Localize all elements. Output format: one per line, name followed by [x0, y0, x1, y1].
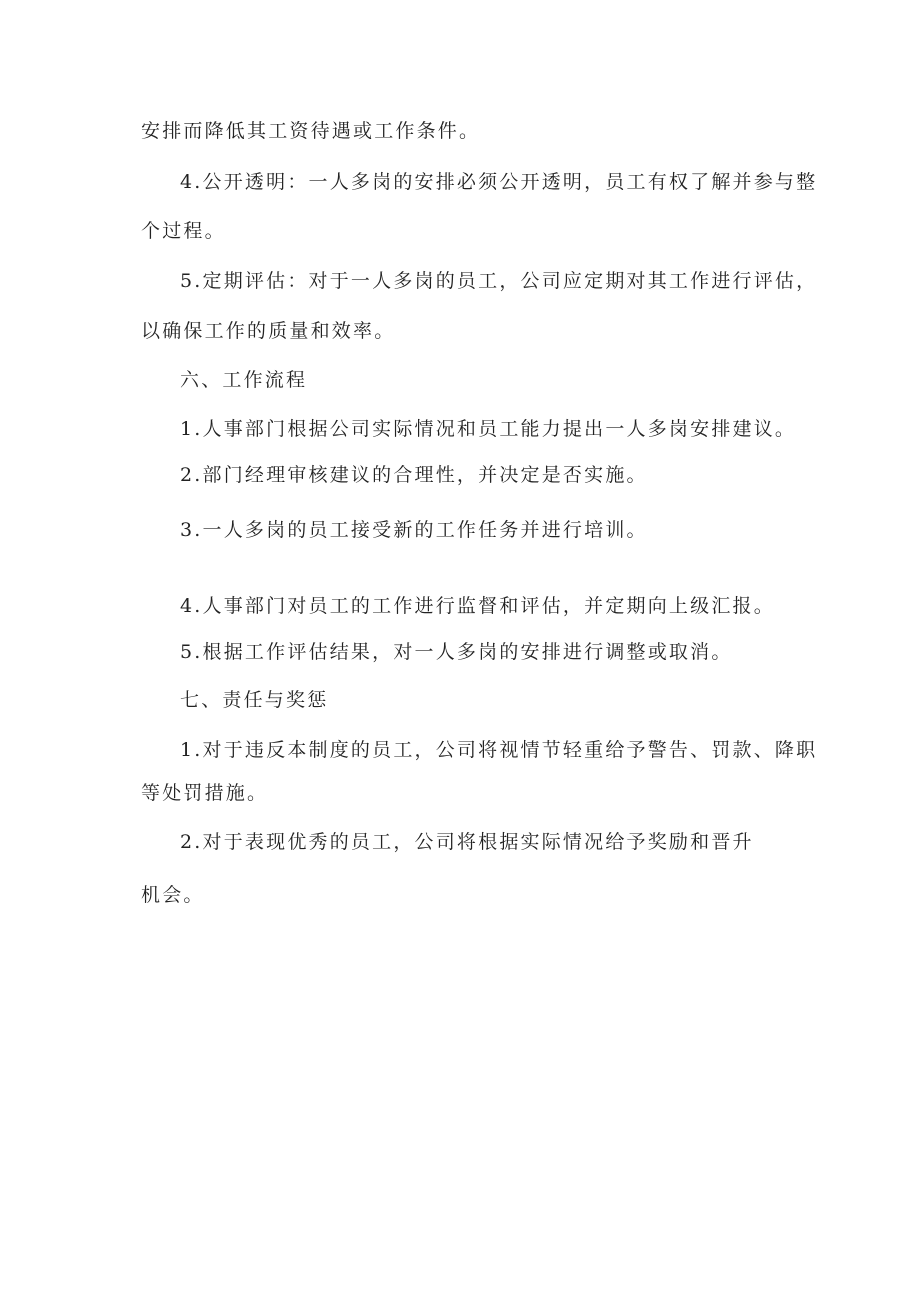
text-line-continuation: 机会。: [141, 884, 205, 906]
text-line-responsibility-1: 1.对于违反本制度的员工，公司将视情节轻重给予警告、罚款、降职: [180, 739, 818, 761]
text-line-workflow-2: 2.部门经理审核建议的合理性，并决定是否实施。: [180, 464, 648, 486]
text-line-continuation: 个过程。: [141, 220, 226, 242]
text-line-responsibility-2: 2.对于表现优秀的员工，公司将根据实际情况给予奖励和晋升: [180, 831, 754, 853]
text-line-continuation: 安排而降低其工资待遇或工作条件。: [141, 120, 481, 142]
text-line-workflow-5: 5.根据工作评估结果，对一人多岗的安排进行调整或取消。: [180, 641, 733, 663]
text-line-workflow-4: 4.人事部门对员工的工作进行监督和评估，并定期向上级汇报。: [180, 595, 775, 617]
text-line-item-5-evaluation: 5.定期评估：对于一人多岗的员工，公司应定期对其工作进行评估，: [180, 270, 818, 292]
section-heading-responsibility: 七、责任与奖惩: [180, 689, 329, 711]
section-heading-workflow: 六、工作流程: [180, 369, 308, 391]
text-line-continuation: 以确保工作的质量和效率。: [141, 320, 396, 342]
text-line-continuation: 等处罚措施。: [141, 782, 269, 804]
text-line-workflow-3: 3.一人多岗的员工接受新的工作任务并进行培训。: [180, 519, 648, 541]
text-line-workflow-1: 1.人事部门根据公司实际情况和员工能力提出一人多岗安排建议。: [180, 418, 797, 440]
text-line-item-4-transparency: 4.公开透明：一人多岗的安排必须公开透明，员工有权了解并参与整: [180, 171, 818, 193]
